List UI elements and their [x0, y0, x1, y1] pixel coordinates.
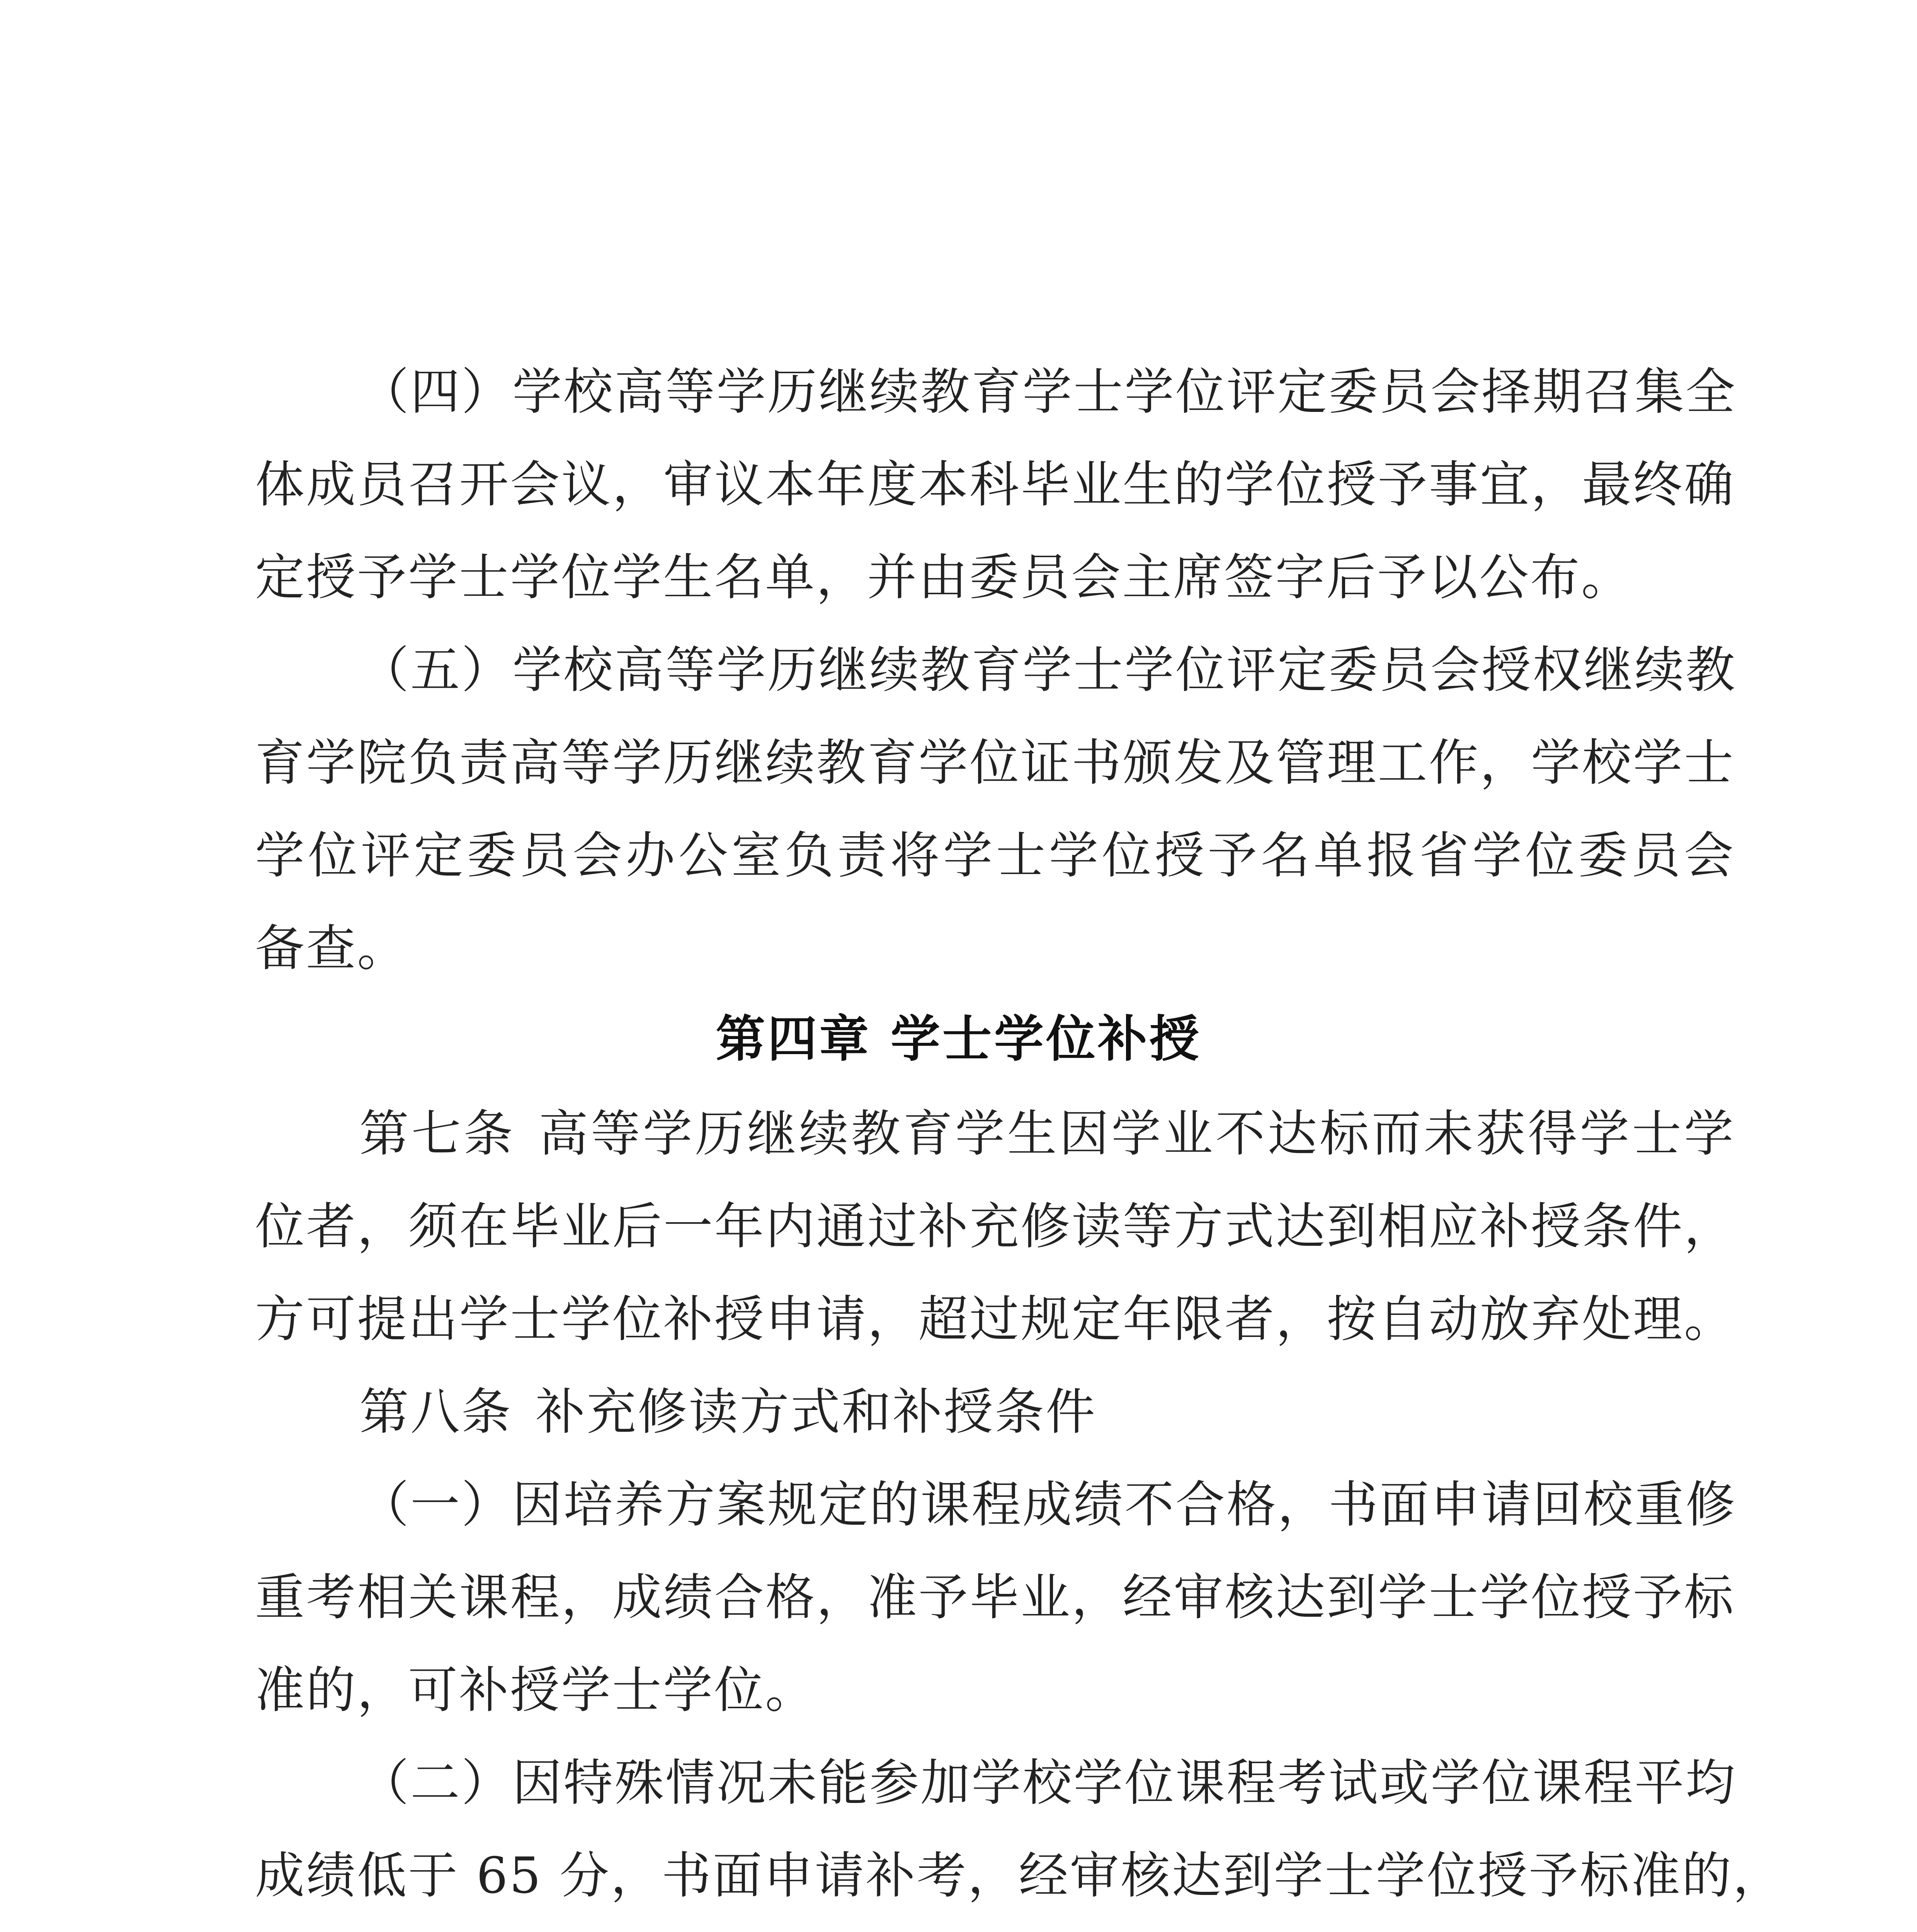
para-5-line-4: 备查。 — [255, 920, 408, 977]
item-1-line-3: 准的，可补授学士学位。 — [255, 1662, 816, 1719]
article-7-line-1 — [359, 1105, 1735, 1163]
article-8-text: 补充修读方式和补授条件 — [536, 1383, 1097, 1441]
article-7-text: 高等学历继续教育学生因学业不达标而未获得学士学 — [539, 1105, 1735, 1163]
article-7-label: 第七条 — [359, 1105, 516, 1163]
article-7-line-2: 位者，须在毕业后一年内通过补充修读等方式达到相应补授条件， — [255, 1198, 1735, 1255]
item-2-line-1: （二）因特殊情况未能参加学校学位课程考试或学位课程平均 — [359, 1754, 1737, 1812]
article-7-line-3: 方可提出学士学位补授申请，超过规定年限者，按自动放弃处理。 — [255, 1291, 1735, 1348]
para-4-line-1: （四）学校高等学历继续教育学士学位评定委员会择期召集全 — [359, 363, 1737, 421]
article-8-line — [359, 1383, 1735, 1441]
para-5-line-2: 育学院负责高等学历继续教育学位证书颁发及管理工作，学校学士 — [255, 734, 1735, 792]
para-4-line-3: 定授予学士学位学生名单，并由委员会主席签字后予以公布。 — [255, 549, 1633, 606]
para-5-line-1: （五）学校高等学历继续教育学士学位评定委员会授权继续教 — [359, 641, 1737, 699]
para-4-line-2: 体成员召开会议，审议本年度本科毕业生的学位授予事宜，最终确 — [255, 456, 1735, 514]
chapter-heading: 第四章 学士学位补授 — [716, 1010, 1201, 1068]
item-1-line-1: （一）因培养方案规定的课程成绩不合格，书面申请回校重修 — [359, 1476, 1737, 1534]
item-1-line-2: 重考相关课程，成绩合格，准予毕业，经审核达到学士学位授予标 — [255, 1569, 1735, 1626]
item-2-line-2: 成绩低于 65 分，书面申请补考，经审核达到学士学位授予标准的， — [255, 1847, 1784, 1905]
article-8-label: 第八条 — [359, 1383, 513, 1441]
para-5-line-3: 学位评定委员会办公室负责将学士学位授予名单报省学位委员会 — [255, 827, 1735, 884]
